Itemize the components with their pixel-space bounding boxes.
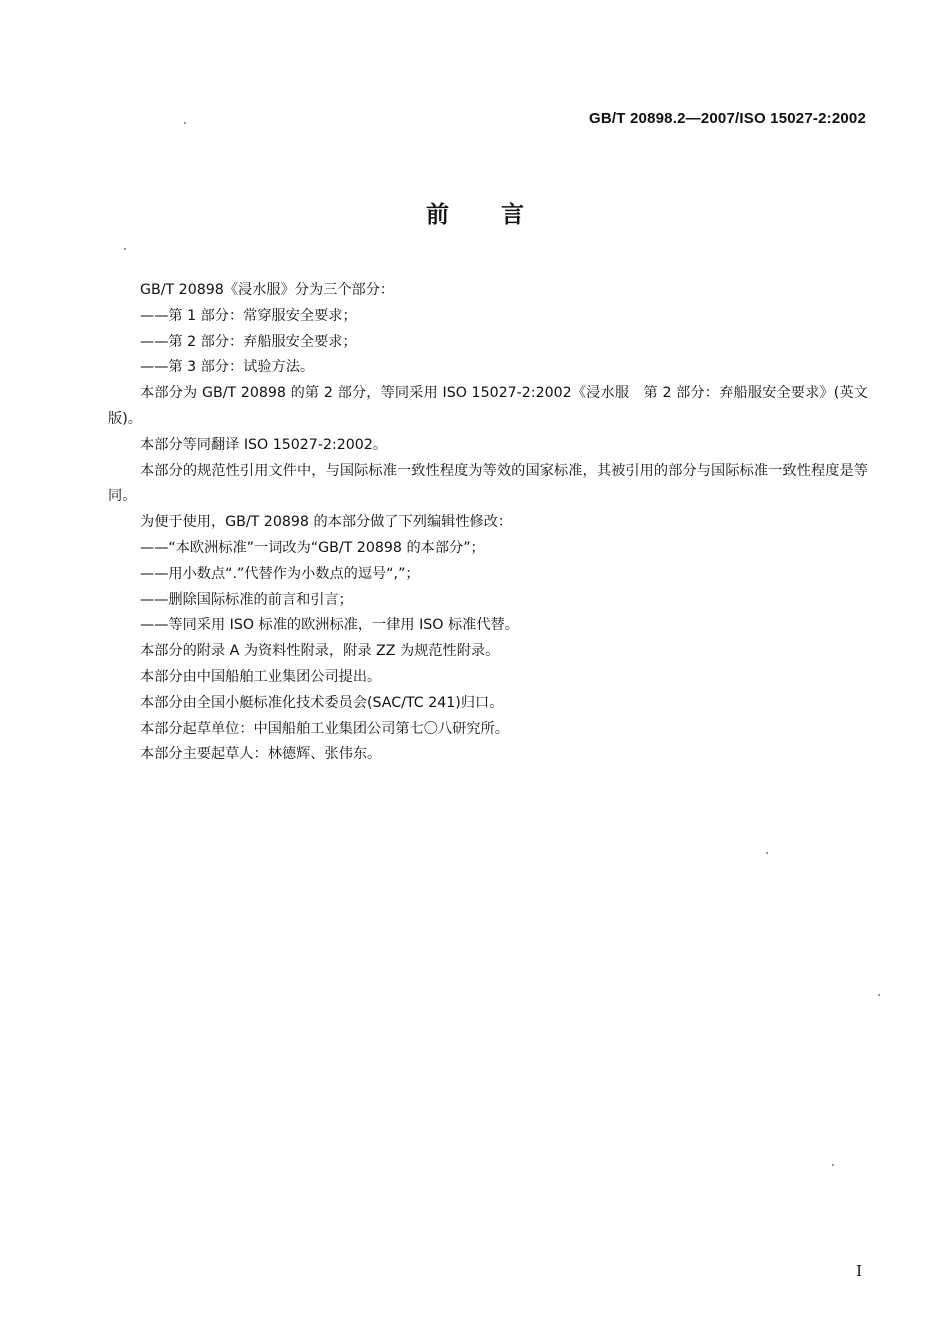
scan-speck: [124, 248, 126, 250]
scan-speck: [766, 852, 768, 854]
list-item: ——删除国际标准的前言和引言；: [140, 591, 353, 608]
paragraph: 本部分主要起草人：林德辉、张伟东。: [140, 746, 382, 763]
paragraph: 本部分等同翻译 ISO 15027-2:2002。: [140, 436, 388, 453]
list-item: ——用小数点“.”代替作为小数点的逗号“,”；: [140, 565, 420, 582]
paragraph: 本部分由全国小艇标准化技术委员会(SAC/TC 241)归口。: [140, 694, 504, 711]
list-item: ——等同采用 ISO 标准的欧洲标准，一律用 ISO 标准代替。: [140, 617, 519, 634]
foreword-body: [108, 278, 868, 768]
paragraph: 本部分起草单位：中国船舶工业集团公司第七〇八研究所。: [140, 720, 509, 737]
page-title: 前言: [426, 202, 576, 228]
paragraph: GB/T 20898《浸水服》分为三个部分：: [140, 282, 395, 298]
page-number: I: [856, 1262, 862, 1280]
scan-speck: [832, 1164, 834, 1166]
list-item: ——“本欧洲标准”一词改为“GB/T 20898 的本部分”；: [140, 539, 485, 556]
scan-speck: [878, 994, 880, 996]
standard-code-header: GB/T 20898.2—2007/ISO 15027-2:2002: [589, 110, 866, 127]
paragraph: 本部分的规范性引用文件中，与国际标准一致性程度为等效的国家标准，其被引用的部分与国际标准一致性程度是等同。: [108, 462, 868, 505]
paragraph: 为便于使用，GB/T 20898 的本部分做了下列编辑性修改：: [140, 514, 513, 531]
list-item: ——第 1 部分：常穿服安全要求；: [140, 307, 357, 324]
list-item: ——第 2 部分：弃船服安全要求；: [140, 333, 357, 350]
paragraph: 本部分由中国船舶工业集团公司提出。: [140, 668, 382, 685]
list-item: ——第 3 部分：试验方法。: [140, 359, 315, 376]
paragraph: 本部分为 GB/T 20898 的第 2 部分，等同采用 ISO 15027-2:2002《浸水服 第 2 部分：弃船服安全要求》(英文版)。: [108, 385, 868, 427]
paragraph: 本部分的附录 A 为资料性附录，附录 ZZ 为规范性附录。: [140, 643, 500, 660]
scan-speck: [184, 122, 186, 124]
